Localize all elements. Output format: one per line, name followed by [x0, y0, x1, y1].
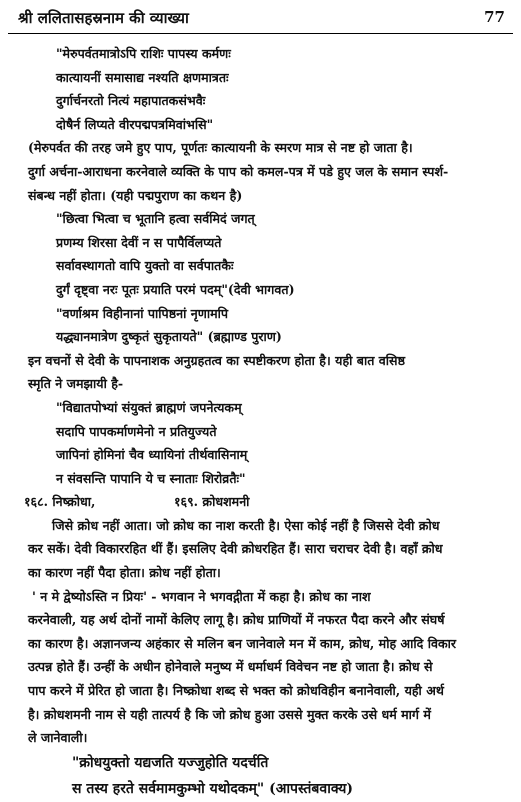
- paragraph-line: ले जानेवाली।: [28, 730, 88, 746]
- verse-line: यद्ध्यानमात्रेण दुष्कृतं सुकृतायते" (ब्रह्माण्ड पुराण): [56, 329, 282, 345]
- paragraph-line: (मेरुपर्वत की तरह जमे हुए पाप, पूर्णतः कात्यायनी के स्मरण मात्र से नष्ट हो जाता है।: [28, 140, 413, 156]
- section-heading: [24, 490, 503, 514]
- section-heading-right: १६९. क्रोधशमनी: [174, 494, 250, 510]
- page-body: [24, 42, 503, 802]
- verse-line: दुर्गं दृष्ट्वा नरः पूतः प्रयाति परमं पदम्"(देवी भागवत): [56, 281, 295, 297]
- running-header-title: श्री ललितासहस्रनाम की व्याख्या: [18, 9, 189, 27]
- verse-line: दुर्गार्चनरतो नित्यं महापातकसंभवैः: [56, 93, 206, 109]
- paragraph-line: संबन्ध नहीं होता। (यही पद्मपुराण का कथन है): [28, 187, 243, 203]
- paragraph-line: पाप करने में प्रेरित हो जाता है। निष्क्रोधा शब्द से भक्त को क्रोधविहीन बनानेवाली, यही अर्थ: [28, 683, 444, 699]
- paragraph-line: स्मृति ने जमझायी है-: [28, 376, 124, 392]
- verse-line: "छित्वा भित्वा च भूतानि हत्वा सर्वमिदं जगत्: [56, 211, 255, 227]
- page-number: 77: [484, 8, 505, 26]
- paragraph-line: उत्पन्न होते हैं। उन्हीं के अधीन होनेवाले मनुष्य में धर्माधर्म विवेचन नष्ट हो जाता है। क्रोध से: [28, 659, 433, 675]
- verse-line: स तस्य हरते सर्वमामकुम्भो यथोदकम्" (आपस्तंबवाक्य): [72, 780, 354, 797]
- verse-line: सर्वावस्थागतो वापि युक्तो वा सर्वपातकैः: [56, 258, 234, 274]
- verse-line: जापिनां होमिनां चैव ध्यायिनां तीर्थवासिनाम्: [56, 447, 248, 463]
- verse-line: दोषैर्न लिप्यते वीरपद्मपत्रमिवांभसि": [56, 116, 214, 132]
- verse-line: "क्रोधयुक्तो यद्यजति यज्जुहोति यदर्चति: [72, 754, 269, 771]
- paragraph-line: का कारण नहीं पैदा होता। क्रोध नहीं होता।: [28, 565, 221, 581]
- header-rule: [8, 33, 513, 34]
- paragraph-line: दुर्गा अर्चना-आराधना करनेवाले व्यक्ति के पाप को कमल-पत्र में पडे हुए जल के समान स्पर्श-: [28, 163, 449, 179]
- paragraph-line: है। क्रोधशमनी नाम से यही तात्पर्य है कि जो क्रोध हुआ उससे मुक्त करके उसे धर्म मार्ग में: [28, 706, 431, 722]
- paragraph-line: करनेवाली, यह अर्थ दोनों नामों केलिए लागू है। क्रोध प्राणियों में नफरत पैदा करने और संघर्ष: [28, 612, 445, 628]
- paragraph-line: कर सकें। देवी विकाररहित थीं हैं। इसलिए देवी क्रोधरहित हैं। सारा चराचर देवी है। वहाँ क्रोध: [28, 541, 443, 557]
- verse-line: प्रणम्य शिरसा देवीं न स पापैर्विलप्यते: [56, 234, 222, 250]
- paragraph-line: ' न मे द्वेष्योऽस्ति न प्रियः' - भगवान ने भगवद्गीता में कहा है। क्रोध का नाश: [32, 588, 371, 604]
- verse-line: न संवसन्ति पापानि ये च स्नाताः शिरोव्रतैः": [56, 470, 246, 486]
- verse-line: "विद्यातपोभ्यां संयुक्तं ब्राह्मणं जपनेत्यकम्: [56, 399, 242, 415]
- paragraph-line: जिसे क्रोध नहीं आता। जो क्रोध का नाश करती है। ऐसा कोई नहीं है जिससे देवी क्रोध: [52, 517, 440, 533]
- verse-line: कात्यायनीं समासाद्य नश्यति क्षणमात्रतः: [56, 69, 229, 85]
- verse-line: "वर्णाश्रम विहीनानां पापिष्ठनां नृणामपि: [56, 305, 229, 321]
- verse-line: सदापि पापकर्माणमेनो न प्रतियुज्यते: [56, 423, 217, 439]
- section-heading-left: १६८. निष्क्रोधा,: [24, 494, 96, 510]
- paragraph-line: इन वचनों से देवी के पापनाशक अनुग्रहतत्व का स्पष्टीकरण होता है। यही बात वसिष्ठ: [28, 352, 405, 368]
- verse-line: "मेरुपर्वतमात्रोऽपि राशिः पापस्य कर्मणः: [56, 46, 231, 61]
- paragraph-line: का कारण है। अज्ञानजन्य अहंकार से मलिन बन जानेवाले मन में काम, क्रोध, मोह आदि विकार: [28, 635, 457, 651]
